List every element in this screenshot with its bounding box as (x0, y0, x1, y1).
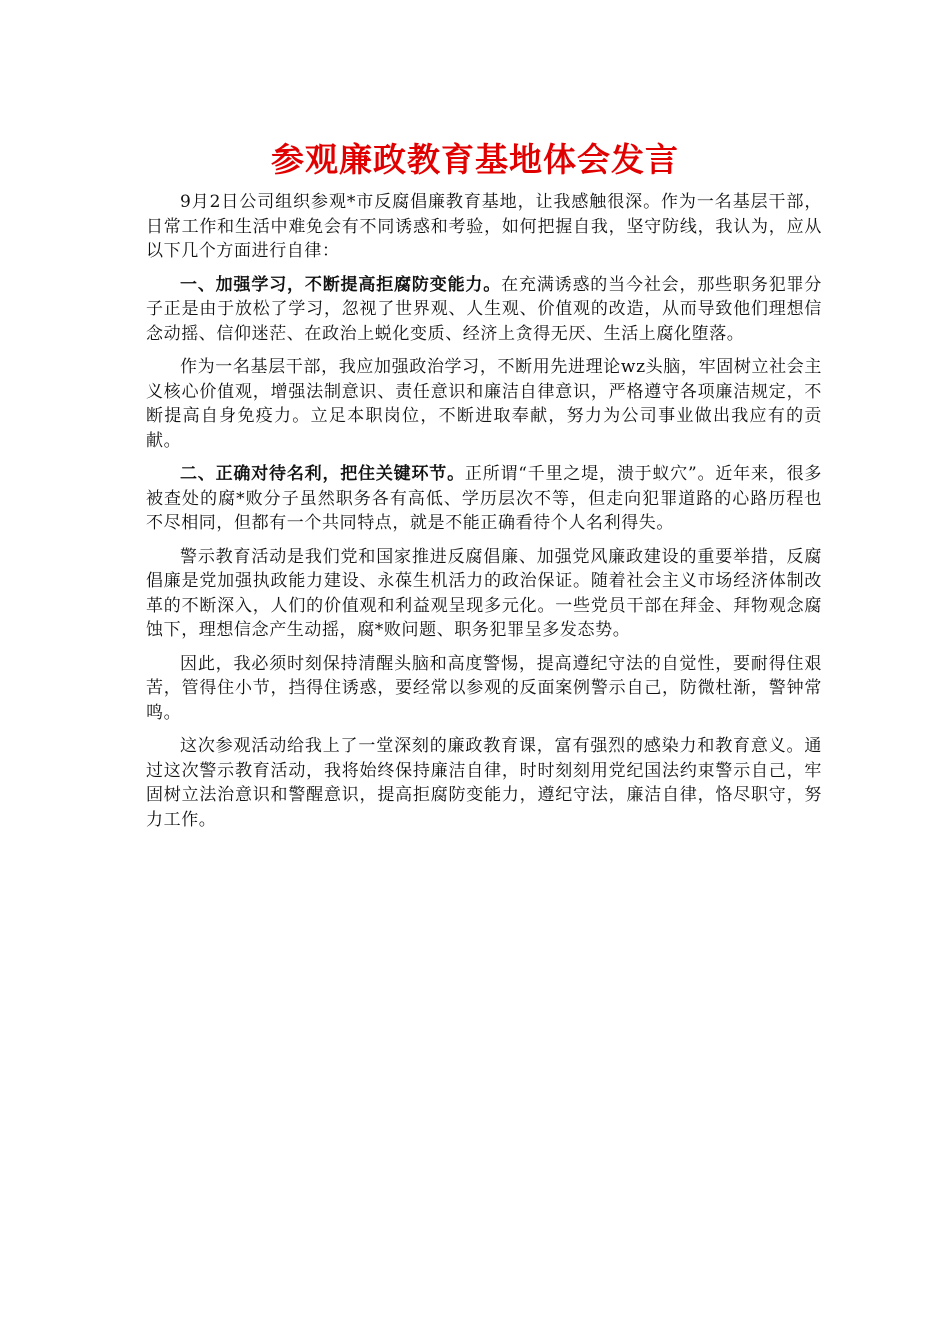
paragraph-text: 正所谓“千里之堤，溃于蚁穴”。近年来，很多被查处的腐*败分子虽然职务各有高低、学历层次不等，但走向犯罪道路的心路历程也不尽相同，但都有一个共同特点，就是不能正确看待个人名利得失。 (146, 464, 822, 533)
document-body (146, 190, 822, 841)
paragraph-text: 警示教育活动是我们党和国家推进反腐倡廉、加强党风廉政建设的重要举措，反腐倡廉是党加强执政能力建设、永葆生机活力的政治保证。随着社会主义市场经济体制改革的不断深入，人们的价值观和利益观呈现多元化。一些党员干部在拜金、拜物观念腐蚀下，理想信念产生动摇，腐*败问题、职务犯罪呈多发态势。 (146, 546, 822, 640)
paragraph-section-two (146, 462, 822, 536)
document-title: 参观廉政教育基地体会发言 (271, 140, 679, 179)
paragraph-intro (146, 190, 822, 264)
paragraph-warning-education (146, 545, 822, 643)
paragraph-text: 在充满诱惑的当今社会，那些职务犯罪分子正是由于放松了学习，忽视了世界观、人生观、价值观的改造，从而导致他们理想信念动摇、信仰迷茫、在政治上蜕化变质、经济上贪得无厌、生活上腐化堕落。 (146, 274, 822, 344)
paragraph-text: 作为一名基层干部，我应加强政治学习，不断用先进理论wz头脑，牢固树立社会主义核心价值观，增强法制意识、责任意识和廉洁自律意识，严格遵守各项廉洁规定，不断提高自身免疫力。立足本职岗位，不断进取奉献，努力为公司事业做出我应有的贡献。 (146, 357, 822, 451)
paragraph-self-commitment (146, 355, 822, 453)
section-heading-one: 一、加强学习，不断提高拒腐防变能力。 (180, 274, 502, 295)
paragraph-therefore (146, 652, 822, 726)
section-heading-two: 二、正确对待名利，把住关键环节。 (180, 464, 465, 484)
paragraph-section-one (146, 273, 822, 347)
paragraph-conclusion (146, 734, 822, 832)
paragraph-text: 9月2日公司组织参观*市反腐倡廉教育基地，让我感触很深。作为一名基层干部，日常工作和生活中难免会有不同诱惑和考验，如何把握自我，坚守防线，我认为，应从以下几个方面进行自律： (146, 192, 822, 261)
paragraph-text: 这次参观活动给我上了一堂深刻的廉政教育课，富有强烈的感染力和教育意义。通过这次警示教育活动，我将始终保持廉洁自律，时时刻刻用党纪国法约束警示自己，牢固树立法治意识和警醒意识，提高拒腐防变能力，遵纪守法，廉洁自律，恪尽职守，努力工作。 (146, 736, 822, 830)
paragraph-text: 因此，我必须时刻保持清醒头脑和高度警惕，提高遵纪守法的自觉性，要耐得住艰苦，管得住小节，挡得住诱惑，要经常以参观的反面案例警示自己，防微杜渐，警钟常鸣。 (146, 653, 822, 723)
